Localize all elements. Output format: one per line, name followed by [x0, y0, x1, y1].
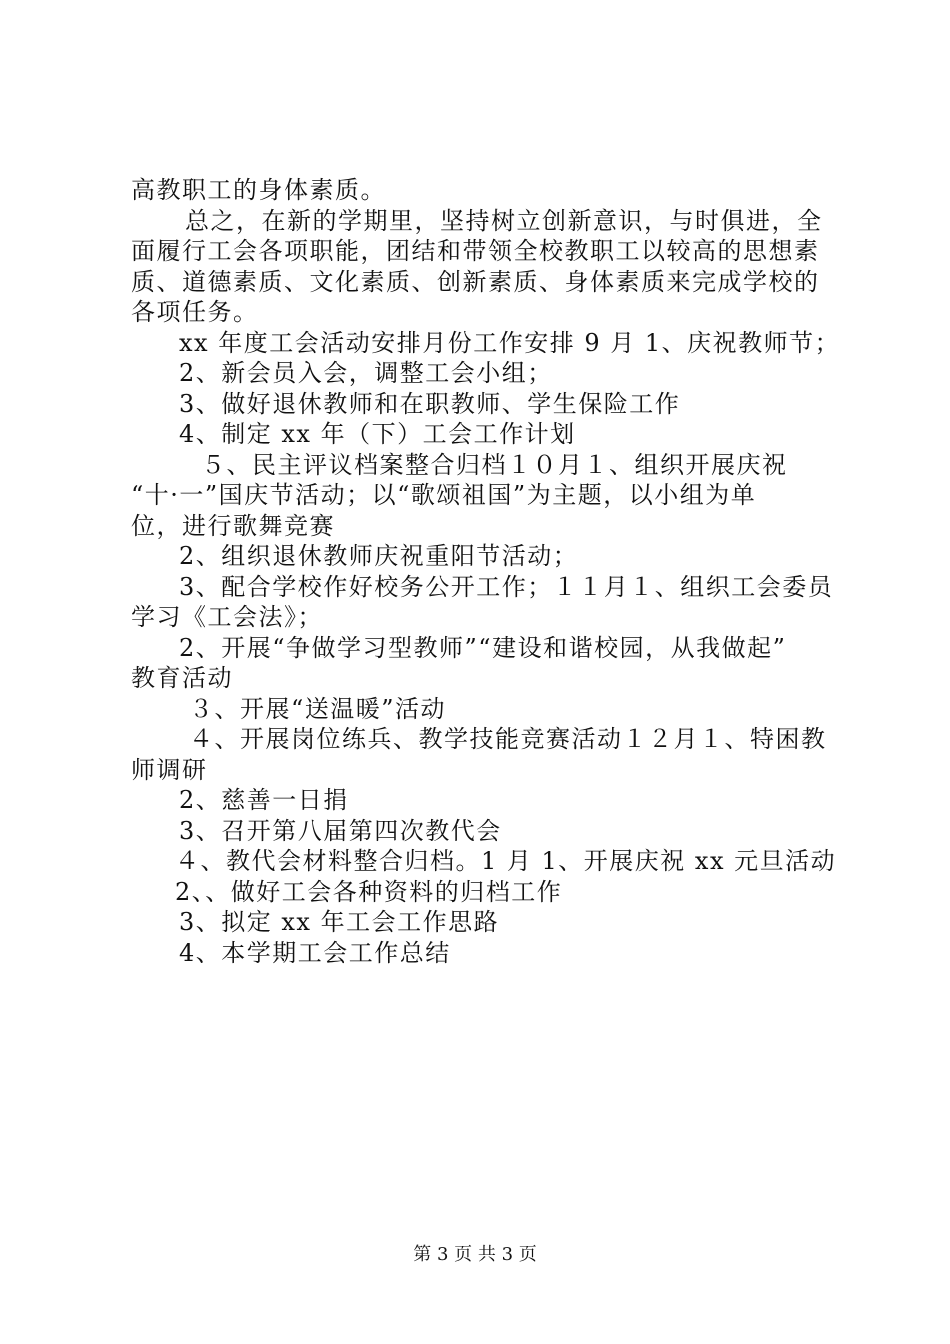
text-line: 师调研 [131, 755, 208, 784]
page-footer [0, 1243, 950, 1267]
page-number-label: 第 3 页 共 3 页 [413, 1244, 537, 1265]
text-line: 3、配合学校作好校务公开工作；１１月１、组织工会委员 [179, 572, 834, 601]
text-line: 总之，在新的学期里，坚持树立创新意识，与时俱进，全 [185, 206, 823, 235]
text-line: 2、组织退休教师庆祝重阳节活动； [179, 542, 579, 570]
text-line: 3、做好退休教师和在职教师、学生保险工作 [179, 389, 681, 418]
text-line: 4、制定 xx 年（下）工会工作计划 [179, 420, 576, 448]
text-line: 教育活动 [131, 664, 233, 692]
text-line: 2、慈善一日捐 [179, 786, 349, 814]
text-line: 4、本学期工会工作总结 [179, 938, 451, 967]
text-line: 学习《工会法》； [131, 603, 323, 631]
text-line: ３、开展“送温暖”活动 [189, 694, 447, 723]
text-line: 位，进行歌舞竞赛 [131, 511, 335, 540]
text-line: 2、新会员入会，调整工会小组； [179, 359, 553, 387]
text-line: “十·一”国庆节活动；以“歌颂祖国”为主题，以小组为单 [131, 481, 757, 509]
text-line: ４、教代会材料整合归档。1 月 1、开展庆祝 xx 元旦活动 [175, 847, 837, 875]
text-line: 2、、做好工会各种资料的归档工作 [175, 877, 563, 906]
text-line: 质、道德素质、文化素质、创新素质、身体素质来完成学校的 [131, 267, 820, 296]
text-line: xx 年度工会活动安排月份工作安排 9 月 1、庆祝教师节； [179, 328, 841, 357]
text-line: 3、召开第八届第四次教代会 [179, 816, 502, 845]
text-line: 2、开展“争做学习型教师”“建设和谐校园，从我做起” [179, 633, 787, 662]
text-line: 面履行工会各项职能，团结和带领全校教职工以较高的思想素 [131, 237, 820, 265]
text-line: ５、民主评议档案整合归档１０月１、组织开展庆祝 [201, 450, 788, 479]
document-body [131, 175, 841, 968]
text-line: 各项任务。 [131, 298, 259, 326]
text-line: 高教职工的身体素质。 [131, 176, 386, 204]
text-line: 3、拟定 xx 年工会工作思路 [179, 908, 500, 936]
text-line: ４、开展岗位练兵、教学技能竞赛活动１２月１、特困教 [189, 725, 827, 753]
